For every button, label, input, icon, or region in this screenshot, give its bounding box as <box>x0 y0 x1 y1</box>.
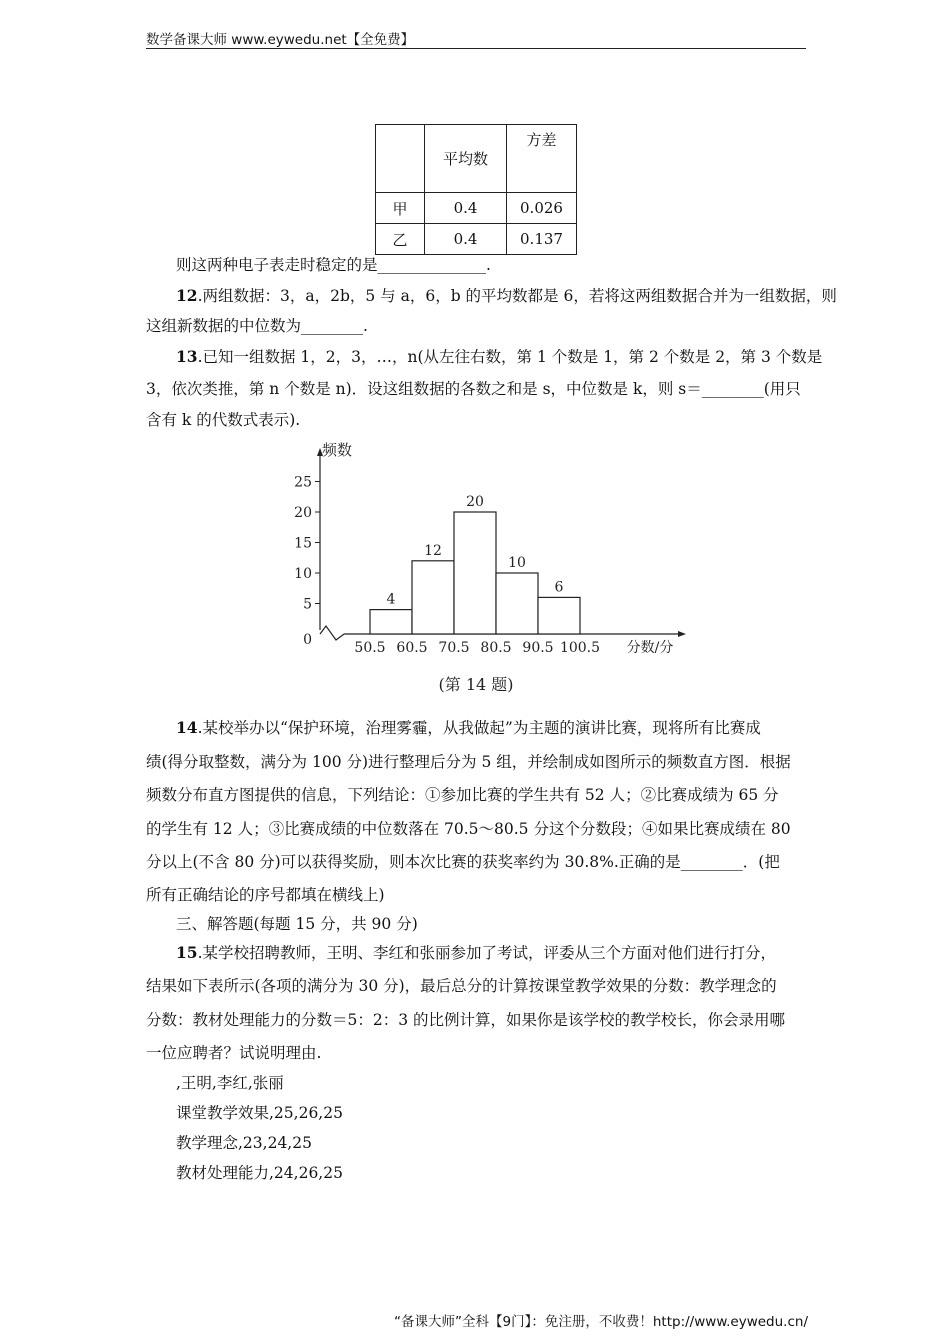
x-tick-label: 70.5 <box>438 640 470 656</box>
question-number: 15 <box>176 943 198 962</box>
row-variance: 0.137 <box>507 224 577 255</box>
variance-table <box>375 124 577 255</box>
table-header-row <box>376 125 577 193</box>
x-tick-label: 100.5 <box>559 640 601 656</box>
row-name: 甲 <box>376 193 425 224</box>
col-header-variance: 方差 <box>507 125 577 193</box>
q12-line <box>176 286 837 306</box>
y-tick-label: 0 <box>303 632 312 648</box>
histogram-bar <box>496 573 538 634</box>
q13-line1: .已知一组数据 1，2，3，…，n(从左往右数，第 1 个数是 1，第 2 个数是 2，第 3 个数是 <box>197 348 823 366</box>
col-header-mean: 平均数 <box>425 125 507 193</box>
row-variance: 0.026 <box>507 193 577 224</box>
x-tick-label: 60.5 <box>396 640 428 656</box>
q13-line3: 含有 k 的代数式表示). <box>146 411 301 429</box>
table-row <box>376 224 577 255</box>
page-header: 数学备课大师 www.eywedu.net【全免费】 <box>146 32 415 48</box>
question-number: 12 <box>176 286 198 305</box>
row-mean: 0.4 <box>425 224 507 255</box>
q14-line3: 频数分布直方图提供的信息，下列结论：①参加比赛的学生共有 52 人；②比赛成绩为 65 分 <box>146 786 779 804</box>
page-footer: “备课大师”全科【9门】：免注册，不收费！http://www.eywedu.cn/ <box>394 1314 808 1330</box>
q15-data-row: 教材处理能力,24,26,25 <box>176 1164 343 1182</box>
bar-value-label: 20 <box>466 494 484 510</box>
row-mean: 0.4 <box>425 193 507 224</box>
chart-caption: (第 14 题) <box>438 675 514 694</box>
q14-line <box>176 718 761 738</box>
q15-line4: 一位应聘者？试说明理由. <box>146 1044 322 1062</box>
q15-line3: 分数：教材处理能力的分数＝5：2：3 的比例计算，如果你是该学校的教学校长，你会录用哪 <box>146 1011 786 1029</box>
histogram-bar <box>412 561 454 634</box>
q15-data-row: ,王明,李红,张丽 <box>176 1074 284 1092</box>
q13-line2: 3，依次类推，第 n 个数是 n)．设这组数据的各数之和是 s，中位数是 k，则 s＝________(用只 <box>146 380 801 398</box>
bar-value-label: 4 <box>386 591 396 608</box>
x-tick-label: 90.5 <box>522 640 554 656</box>
q14-line5: 分以上(不含 80 分)可以获得奖励，则本次比赛的获奖率约为 30.8%.正确的是________．(把 <box>146 853 780 871</box>
q14-line6: 所有正确结论的序号都填在横线上) <box>146 886 385 904</box>
q13-line <box>176 347 822 367</box>
histogram-bar <box>538 597 580 634</box>
q15-line <box>176 943 776 963</box>
histogram-bar <box>454 512 496 634</box>
question-number: 13 <box>176 347 198 366</box>
section-heading: 三、解答题(每题 15 分，共 90 分) <box>176 915 418 933</box>
q12-line2: 这组新数据的中位数为________. <box>146 317 368 335</box>
y-tick-label: 15 <box>294 535 312 552</box>
question-number: 14 <box>176 718 198 737</box>
bar-value-label: 10 <box>508 555 526 571</box>
histogram-chart <box>290 436 690 698</box>
header-rule <box>146 48 806 49</box>
q15-data-row: 教学理念,23,24,25 <box>176 1134 312 1152</box>
table-corner-cell <box>376 125 425 193</box>
q15-data-row: 课堂教学效果,25,26,25 <box>176 1104 343 1122</box>
q14-line1: .某校举办以“保护环境，治理雾霾，从我做起”为主题的演讲比赛，现将所有比赛成 <box>197 719 761 737</box>
x-tick-label: 80.5 <box>480 640 512 656</box>
q11-text: 则这两种电子表走时稳定的是______________. <box>176 256 491 274</box>
axis-break <box>320 626 344 640</box>
y-tick-label: 10 <box>294 566 312 582</box>
y-tick-label: 25 <box>294 474 312 491</box>
q12-line1: .两组数据：3，a，2b，5 与 a，6，b 的平均数都是 6，若将这两组数据合并为一组数据，则 <box>197 287 837 305</box>
x-axis-label: 分数/分 <box>626 640 674 656</box>
bar-value-label: 12 <box>424 542 442 559</box>
bar-value-label: 6 <box>554 579 564 596</box>
q14-line4: 的学生有 12 人；③比赛成绩的中位数落在 70.5～80.5 分这个分数段；④如果比赛成绩在 80 <box>146 820 791 838</box>
q15-line2: 结果如下表所示(各项的满分为 30 分)，最后总分的计算按课堂教学效果的分数：教学理念的 <box>146 977 777 995</box>
x-tick-label: 50.5 <box>354 640 386 656</box>
table-row <box>376 193 577 224</box>
q14-line2: 绩(得分取整数，满分为 100 分)进行整理后分为 5 组，并绘制成如图所示的频数直方图．根据 <box>146 753 791 771</box>
q15-line1: .某学校招聘教师，王明、李红和张丽参加了考试，评委从三个方面对他们进行打分， <box>197 944 777 962</box>
row-name: 乙 <box>376 224 425 255</box>
y-axis-label: 频数 <box>322 441 353 459</box>
y-tick-label: 5 <box>303 596 312 613</box>
x-axis-arrow <box>678 631 686 637</box>
histogram-bar <box>370 610 412 634</box>
y-tick-label: 20 <box>294 505 312 521</box>
